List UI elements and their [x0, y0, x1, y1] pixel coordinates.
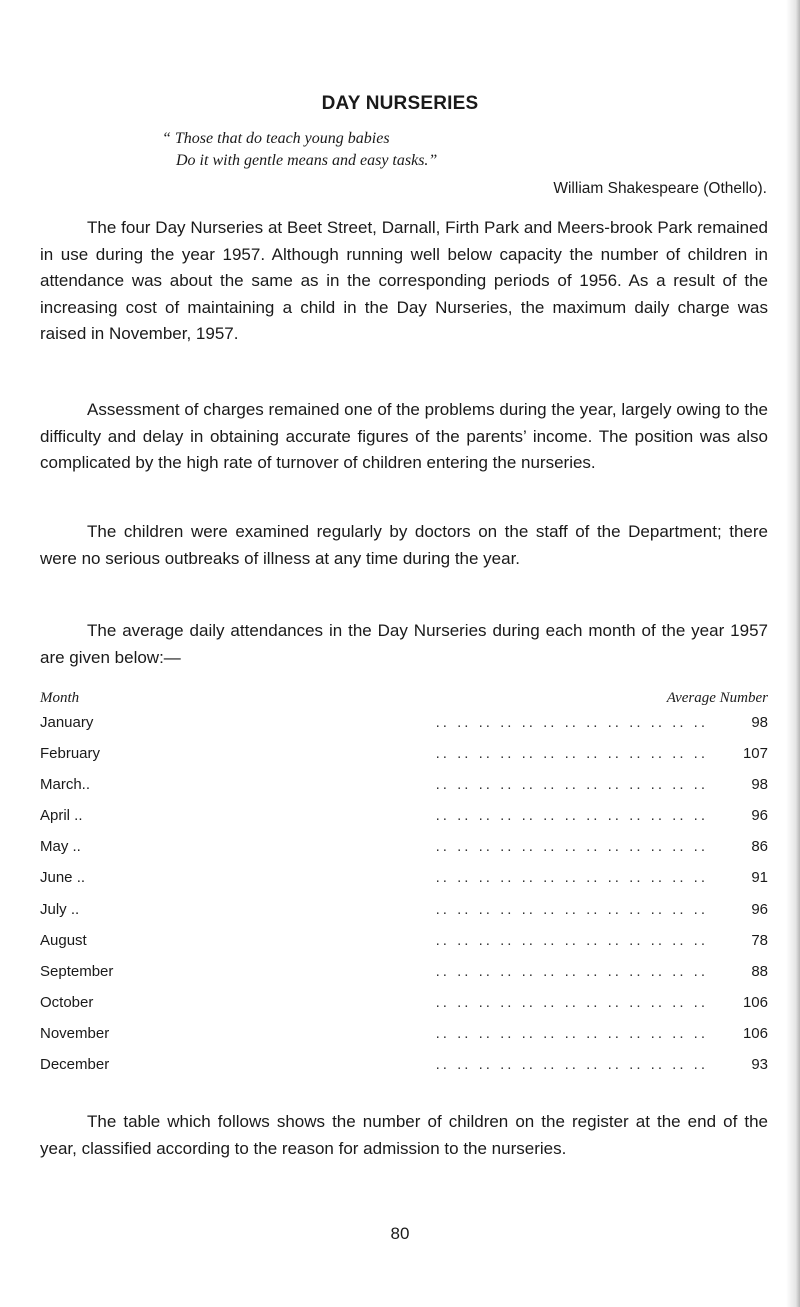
dot-leader: .. .. .. .. .. .. .. .. .. .. .. .. .. — [435, 993, 708, 1011]
table-row-month: May .. — [40, 838, 87, 855]
dot-leader: .. .. .. .. .. .. .. .. .. .. .. .. .. — [435, 714, 708, 731]
paragraph-3 — [40, 519, 768, 572]
epigraph-line-2: Do it with gentle means and easy tasks.” — [176, 152, 438, 169]
page-title: DAY NURSERIES — [321, 93, 479, 114]
table-row — [40, 745, 768, 776]
dot-leader: .. .. .. .. .. .. .. .. .. .. .. .. .. — [435, 838, 708, 856]
paragraph-3-text: The children were examined regularly by doctors on the staff of the Department; there were no serious outbreaks of illness at any time during the year. — [40, 522, 768, 568]
table-row-month: June .. — [40, 869, 91, 886]
paragraph-4 — [40, 618, 768, 671]
table-row-value: 96 — [751, 900, 768, 918]
table-row-value: 93 — [751, 1056, 768, 1074]
table-row — [40, 776, 768, 807]
dot-leader: .. .. .. .. .. .. .. .. .. .. .. .. .. — [435, 900, 708, 918]
table-row-month: September — [40, 963, 119, 980]
table-row — [40, 1025, 768, 1056]
table-header-average: Average Number — [666, 690, 768, 706]
dot-leader: .. .. .. .. .. .. .. .. .. .. .. .. .. — [435, 776, 708, 794]
table-row — [40, 994, 768, 1025]
table-row-value: 86 — [751, 838, 768, 856]
table-row — [40, 932, 768, 963]
table-row-month: July .. — [40, 901, 85, 918]
table-row-value: 107 — [742, 745, 768, 763]
dot-leader: .. .. .. .. .. .. .. .. .. .. .. .. .. — [435, 807, 708, 825]
table-row-month: January — [40, 714, 99, 731]
table-row-value: 98 — [751, 714, 768, 731]
table-row-month: February — [40, 745, 106, 762]
table-row — [40, 838, 768, 869]
epigraph-attribution: William Shakespeare (Othello). — [553, 180, 767, 197]
dot-leader: .. .. .. .. .. .. .. .. .. .. .. .. .. — [435, 1024, 708, 1042]
paragraph-2 — [40, 397, 768, 477]
page-number: 80 — [390, 1224, 410, 1243]
dot-leader: .. .. .. .. .. .. .. .. .. .. .. .. .. — [435, 1056, 708, 1074]
table-row-month: August — [40, 932, 93, 949]
table-row-value: 91 — [751, 869, 768, 887]
table-row-month: December — [40, 1056, 115, 1073]
table-row-month: October — [40, 994, 99, 1011]
table-row-value: 106 — [742, 1024, 768, 1042]
table-row — [40, 901, 768, 932]
table-row-value: 98 — [751, 776, 768, 794]
dot-leader: .. .. .. .. .. .. .. .. .. .. .. .. .. — [435, 962, 708, 980]
attendance-table — [40, 714, 768, 1087]
table-row — [40, 714, 768, 745]
paragraph-1 — [40, 215, 768, 348]
table-row-value: 106 — [742, 993, 768, 1011]
table-row-month: April .. — [40, 807, 89, 824]
table-row-month: March.. — [40, 776, 96, 793]
paragraph-2-text: Assessment of charges remained one of the problems during the year, largely owing to the difficulty and delay in obtaining accurate figures of the parents’ income. The position was also complicated by the high rate of turnover of children entering the nurseries. — [40, 400, 768, 472]
table-header-month: Month — [40, 690, 80, 706]
paragraph-5 — [40, 1109, 768, 1162]
table-row-month: November — [40, 1025, 115, 1042]
table-row-value: 88 — [751, 962, 768, 980]
table-row — [40, 1056, 768, 1087]
dot-leader: .. .. .. .. .. .. .. .. .. .. .. .. .. — [435, 931, 708, 949]
paragraph-1-text: The four Day Nurseries at Beet Street, Darnall, Firth Park and Meers-brook Park remained in use during the year 1957. Although running well below capacity the number of children in attendance was about the same as in the corresponding periods of 1956. As a result of the increasing cost of maintaining a child in the Day Nurseries, the maximum daily charge was raised in November, 1957. — [40, 218, 768, 343]
paragraph-4-text: The average daily attendances in the Day Nurseries during each month of the year 1957 are given below:— — [40, 621, 768, 667]
paragraph-5-text: The table which follows shows the number of children on the register at the end of the year, classified according to the reason for admission to the nurseries. — [40, 1112, 768, 1158]
table-row — [40, 807, 768, 838]
epigraph-line-1: “ Those that do teach young babies — [162, 130, 390, 147]
table-row-value: 96 — [751, 807, 768, 825]
table-row-value: 78 — [751, 931, 768, 949]
page-edge-shadow — [786, 0, 800, 1307]
dot-leader: .. .. .. .. .. .. .. .. .. .. .. .. .. — [435, 745, 708, 763]
table-row — [40, 869, 768, 900]
dot-leader: .. .. .. .. .. .. .. .. .. .. .. .. .. — [435, 869, 708, 887]
table-row — [40, 963, 768, 994]
